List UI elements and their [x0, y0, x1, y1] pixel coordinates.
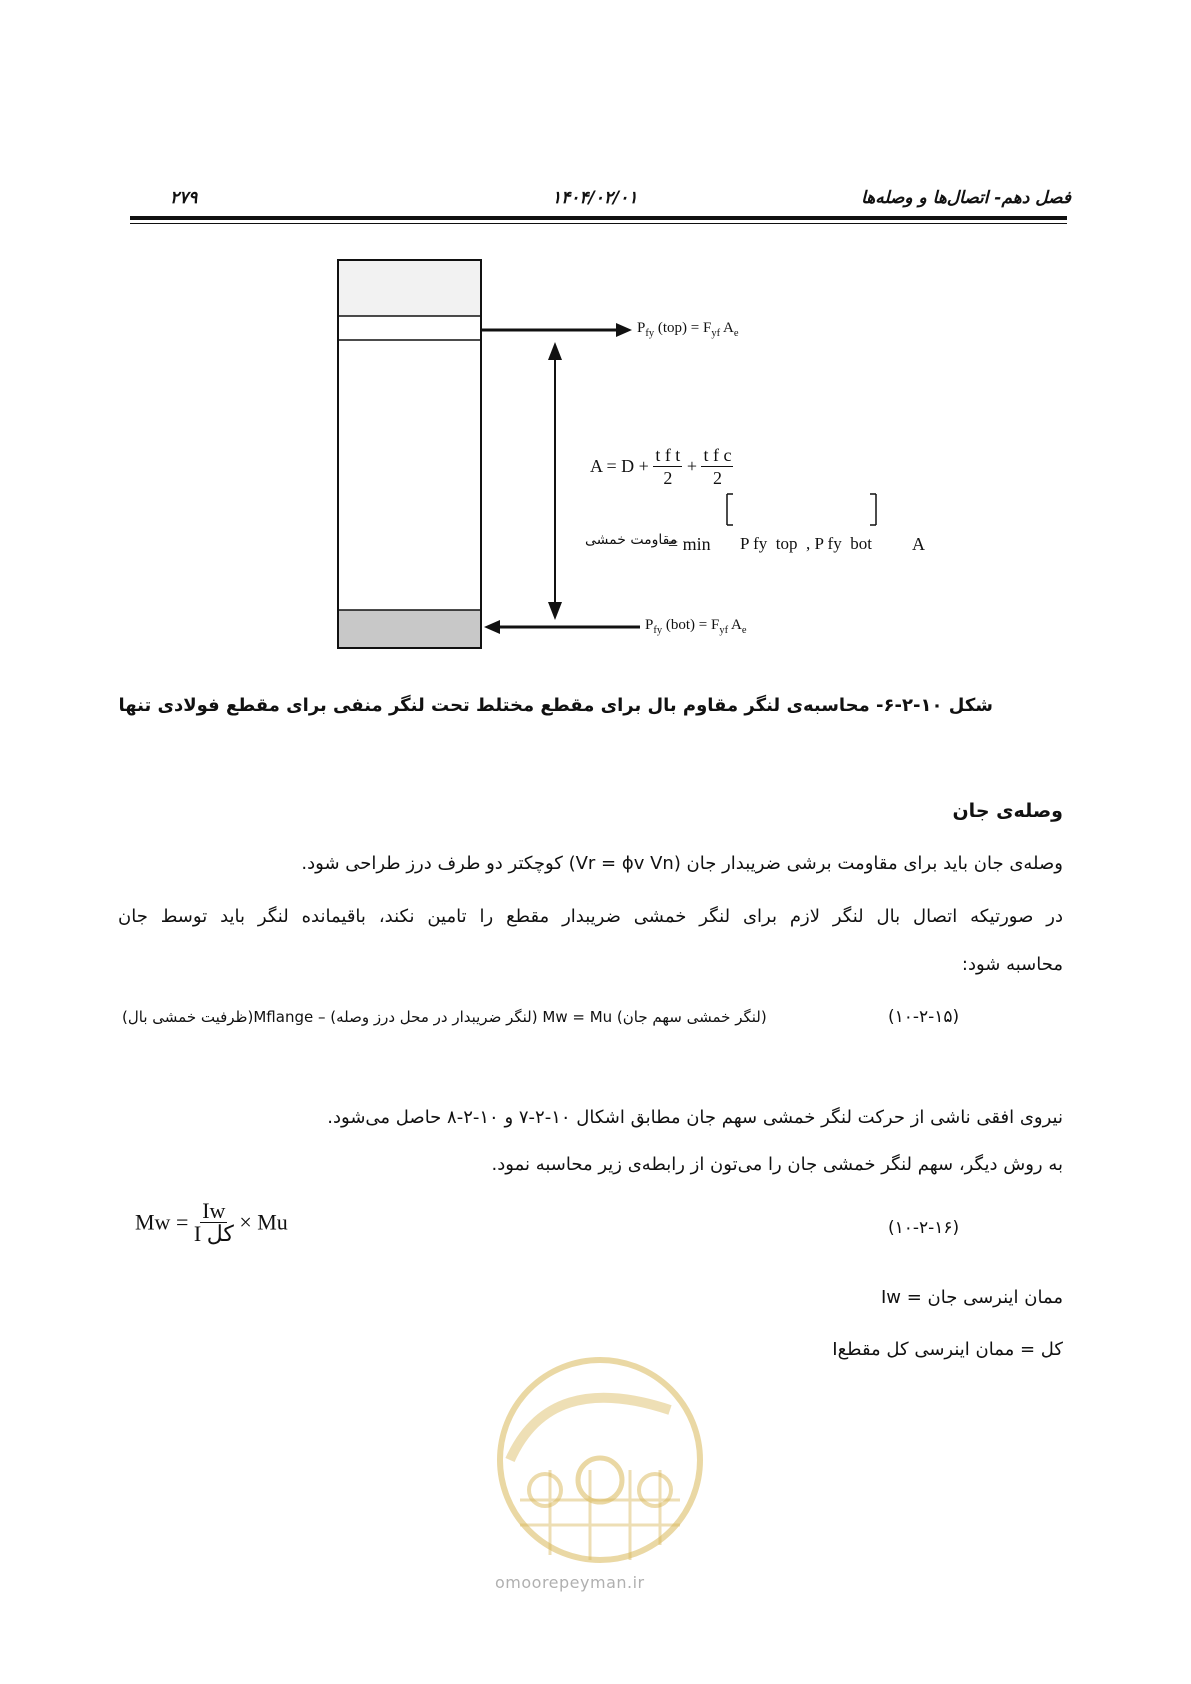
equation-15: (لنگر خمشی سهم جان) Mw = Mu (لنگر ضریبدار در محل درز وصله) – Mflange(ظرفیت خمشی بال): [122, 1008, 767, 1026]
paragraph-horizontal-force: نیروی افقی ناشی از حرکت لنگر خمشی سهم جان مطابق اشکال ۱۰-۲-۷ و ۱۰-۲-۸ حاصل می‌شود.: [327, 1107, 1063, 1128]
equation-16: Mw = $\frac{Iw}{\text{I کل}}$ × Mu: [135, 1198, 288, 1246]
section-outline: [338, 260, 481, 648]
watermark-url: omoorepeyman.ir: [495, 1573, 645, 1592]
moment-lever: A: [912, 534, 925, 554]
top-force-label: $P_{fy}$ $(top) = F_{yf}$ $A_e$: [637, 320, 739, 339]
moment-min: = min: [668, 534, 711, 554]
moment-label: مقاومت خمشی: [585, 532, 678, 548]
bottom-force-label: $P_{fy}$ $(bot) = F_{yf}$ $A_e$: [645, 617, 747, 636]
bottom-flange: [339, 610, 480, 647]
chapter-title: فصل دهم- اتصال‌ها و وصله‌ها: [861, 188, 1071, 208]
figure-caption: شکل ۱۰-۲-۶- محاسبه‌ی لنگر مقاوم بال برای مقطع مختلط تحت لنگر منفی برای مقطع فولادی تنها: [118, 695, 993, 716]
page-number: ۲۷۹: [170, 188, 198, 208]
definition-iw: Iw = ممان اینرسی جان: [880, 1287, 1063, 1308]
paragraph-remaining-moment: در صورتیکه اتصال بال لنگر لازم برای لنگر خمشی ضریبدار مقطع را تامین نکند، باقیمانده لنگر باید توسط جان: [118, 906, 1063, 927]
header-date: ۱۴۰۴/۰۲/۰۱: [552, 188, 638, 208]
paragraph-web-splice: وصله‌ی جان باید برای مقاومت برشی ضریبدار جان (Vr = ϕv Vn) کوچکتر دو طرف درز طراحی شود.: [301, 853, 1063, 874]
definition-itotal: Iکل = ممان اینرسی کل مقطع: [832, 1339, 1063, 1360]
lever-arm-equation: A = D + $\frac{\text{t f t}}{2}$ + $\frac{\text{t f c}}{2}$: [590, 445, 732, 488]
watermark-logo: [490, 1350, 710, 1570]
equation-16-number: (۱۰-۲-۱۶): [888, 1218, 960, 1238]
equation-15-number: (۱۰-۲-۱۵): [888, 1007, 960, 1027]
section-heading: وصله‌ی جان: [952, 800, 1063, 822]
paragraph-remaining-moment-cont: محاسبه شود:: [961, 954, 1063, 975]
moment-args: P fy top , P fy bot: [740, 534, 872, 553]
paragraph-alternative-method: به روش دیگر، سهم لنگر خمشی جان را می‌تون از رابطه‌ی زیر محاسبه نمود.: [491, 1154, 1063, 1175]
header-rule: [130, 216, 1067, 220]
header-rule-thin: [130, 223, 1067, 224]
top-slab: [339, 261, 480, 316]
